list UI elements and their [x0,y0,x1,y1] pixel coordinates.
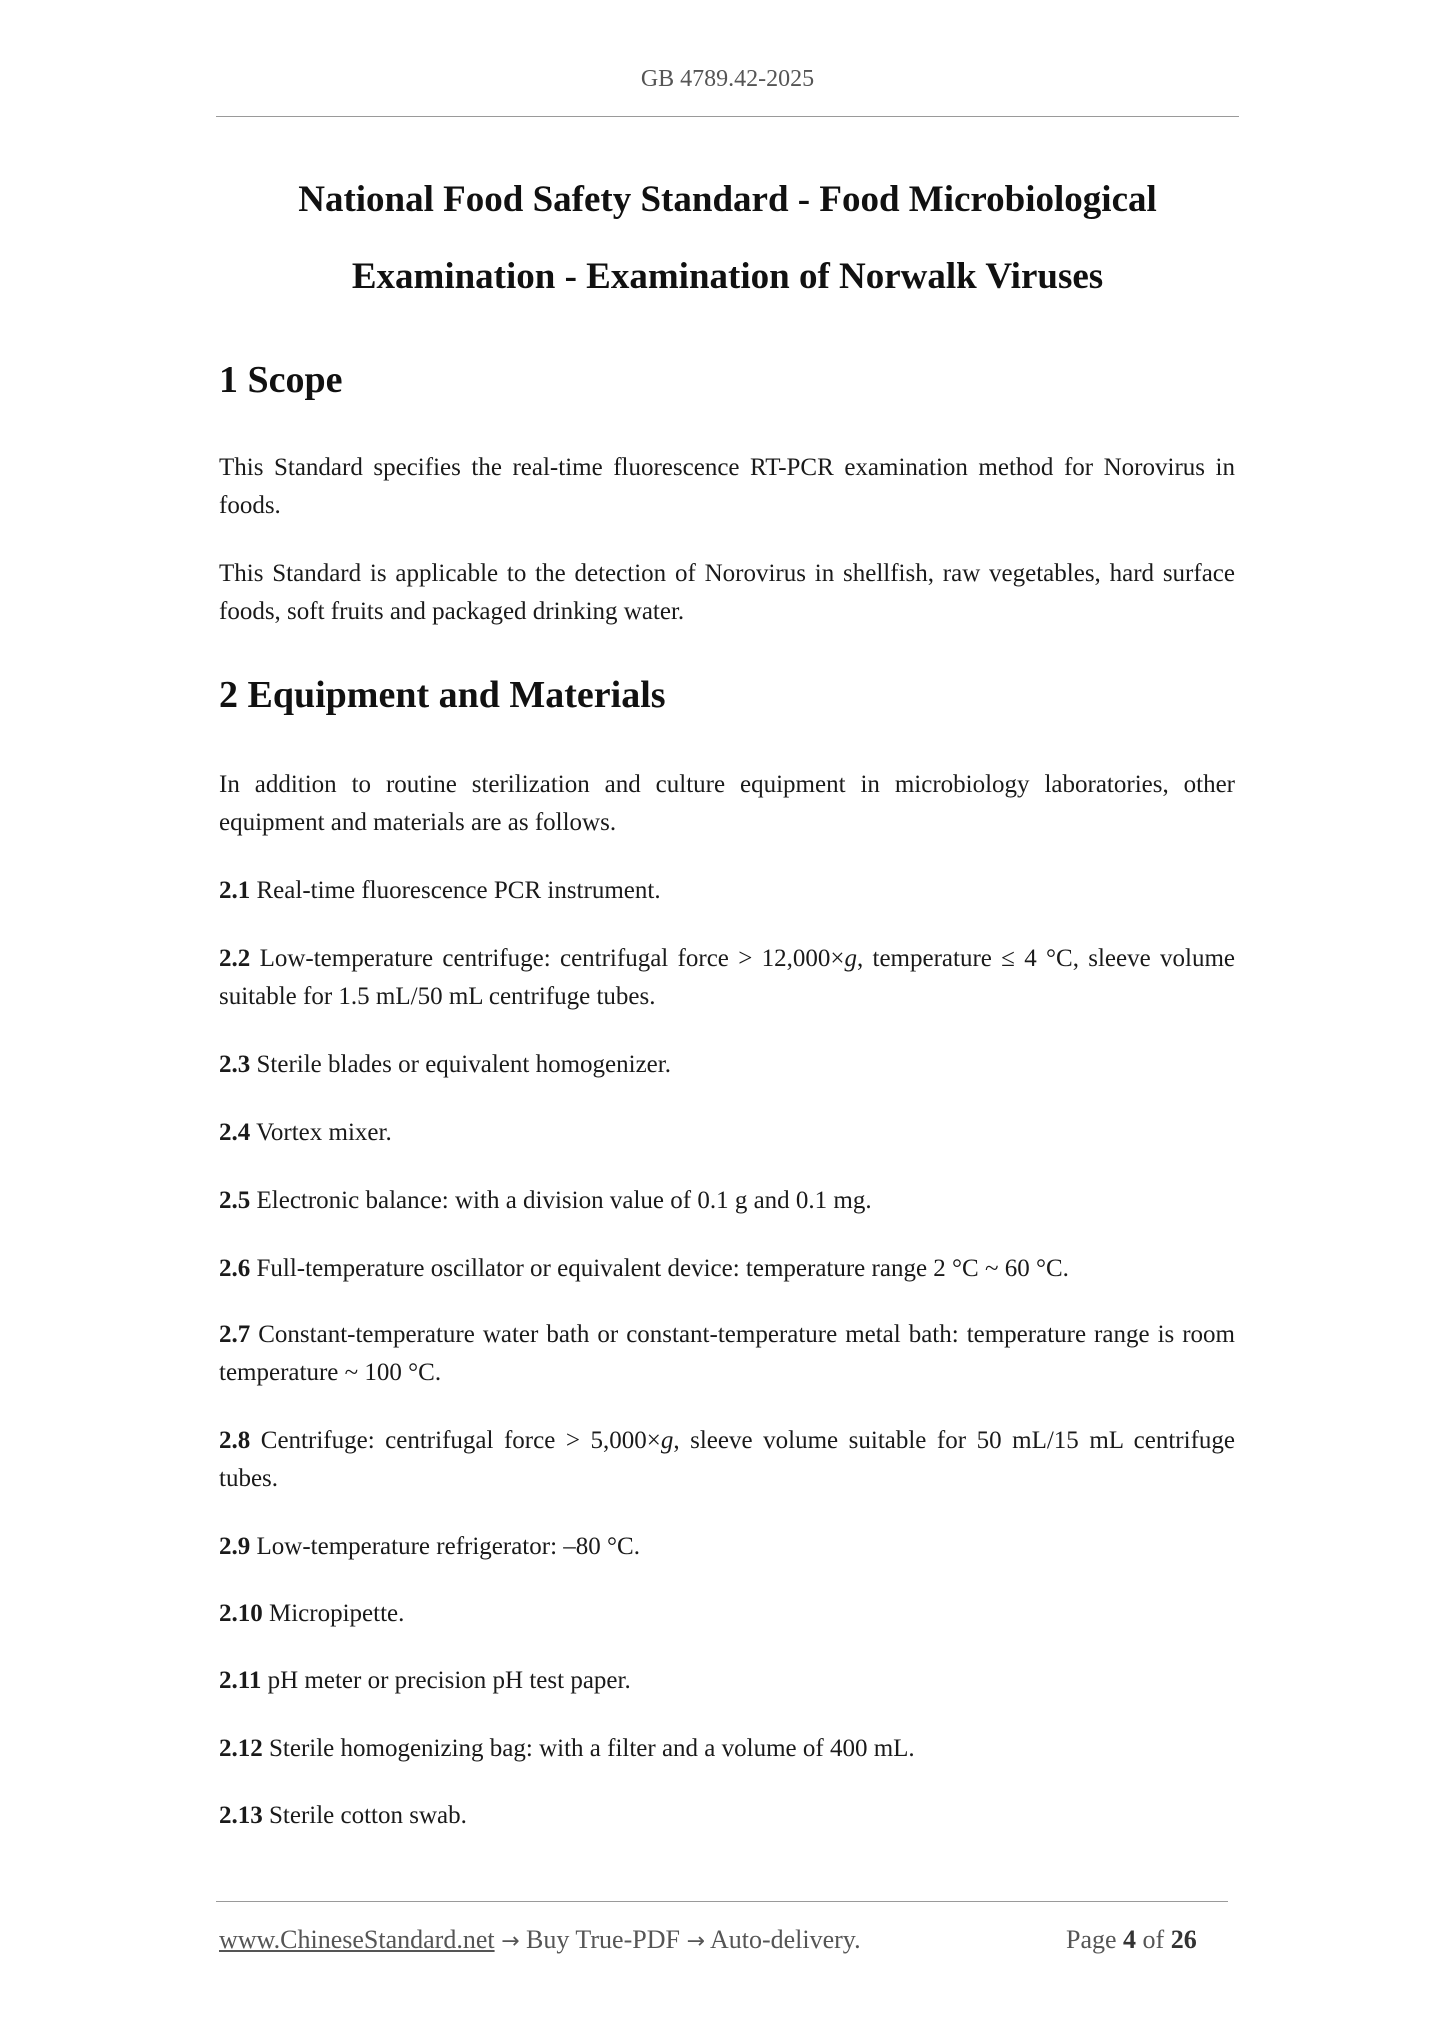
equipment-item [219,940,1235,1016]
equipment-item [219,1114,1235,1152]
item-number: 2.8 [219,1427,251,1454]
footer-divider [216,1901,1228,1902]
item-number: 2.10 [219,1600,263,1627]
item-text: Constant-temperature water bath or constant-temperature metal bath: temperature range is room temperature ~ 100 °C. [219,1321,1236,1386]
page-indicator [1066,1925,1197,1955]
item-text: Centrifuge: centrifugal force > 5,000× [260,1427,661,1454]
arrow-right-icon: → [686,1929,705,1954]
gravity-unit: g [660,1427,674,1454]
item-text: pH meter or precision pH test paper. [267,1667,631,1694]
of-label: of [1142,1925,1165,1954]
item-number: 2.7 [219,1321,251,1348]
item-text: , sleeve volume suitable for 50 mL/15 mL centrifuge tubes. [219,1427,1235,1492]
gravity-unit: g [844,945,857,972]
item-text: Micropipette. [269,1600,405,1627]
item-text: Electronic balance: with a division value of 0.1 g and 0.1 mg. [256,1187,872,1214]
scope-paragraph-2: This Standard is applicable to the detection of Norovirus in shellfish, raw vegetables, hard surface foods, soft fruits and packaged drinking water. [219,560,1235,625]
footer-promo [219,1925,861,1955]
item-text: , temperature ≤ 4 °C, sleeve volume suitable for 1.5 mL/50 mL centrifuge tubes. [219,945,1235,1010]
equipment-item [219,1797,1235,1835]
item-number: 2.9 [219,1533,251,1560]
item-number: 2.13 [219,1802,263,1829]
item-text: Vortex mixer. [256,1119,392,1146]
item-text: Sterile blades or equivalent homogenizer. [256,1051,671,1078]
equipment-item [219,1316,1235,1392]
item-text: Sterile homogenizing bag: with a filter and a volume of 400 mL. [269,1735,915,1762]
equipment-item [219,1046,1235,1084]
equipment-intro: In addition to routine sterilization and culture equipment in microbiology laboratories, other equipment and materials are as follows. [219,771,1235,836]
equipment-item [219,1595,1235,1633]
item-text: Full-temperature oscillator or equivalent device: temperature range 2 °C ~ 60 °C. [256,1255,1069,1282]
equipment-item [219,1662,1235,1700]
equipment-item [219,872,1235,910]
item-number: 2.6 [219,1255,251,1282]
document-title-line-1: National Food Safety Standard - Food Microbiological [298,179,1157,220]
item-number: 2.5 [219,1187,251,1214]
header-divider [216,116,1239,117]
item-number: 2.1 [219,877,251,904]
section-heading-equipment: 2 Equipment and Materials [219,674,666,716]
equipment-item [219,1730,1235,1768]
item-number: 2.11 [219,1667,262,1694]
auto-delivery-text: Auto-delivery. [709,1925,861,1954]
item-text: Sterile cotton swab. [269,1802,467,1829]
item-text: Real-time fluorescence PCR instrument. [256,877,661,904]
header-standard-code: GB 4789.42-2025 [640,66,815,92]
item-number: 2.3 [219,1051,251,1078]
section-heading-scope: 1 Scope [219,359,343,401]
page-total: 26 [1170,1925,1197,1954]
equipment-item [219,1250,1235,1288]
equipment-item [219,1422,1235,1498]
item-text: Low-temperature centrifuge: centrifugal force > 12,000× [259,945,845,972]
item-text: Low-temperature refrigerator: –80 °C. [256,1533,640,1560]
website-link[interactable]: www.ChineseStandard.net [219,1925,495,1954]
equipment-item [219,1182,1235,1220]
item-number: 2.12 [219,1735,263,1762]
equipment-item [219,1528,1235,1566]
page-current: 4 [1123,1925,1137,1954]
document-title-line-2: Examination - Examination of Norwalk Viruses [351,256,1104,297]
buy-true-pdf-text: Buy True-PDF [526,1925,680,1954]
scope-paragraph-1: This Standard specifies the real-time fluorescence RT-PCR examination method for Norovirus in foods. [219,454,1235,519]
page-label: Page [1066,1925,1117,1954]
item-number: 2.2 [219,945,251,972]
item-number: 2.4 [219,1119,251,1146]
arrow-right-icon: → [501,1929,520,1954]
